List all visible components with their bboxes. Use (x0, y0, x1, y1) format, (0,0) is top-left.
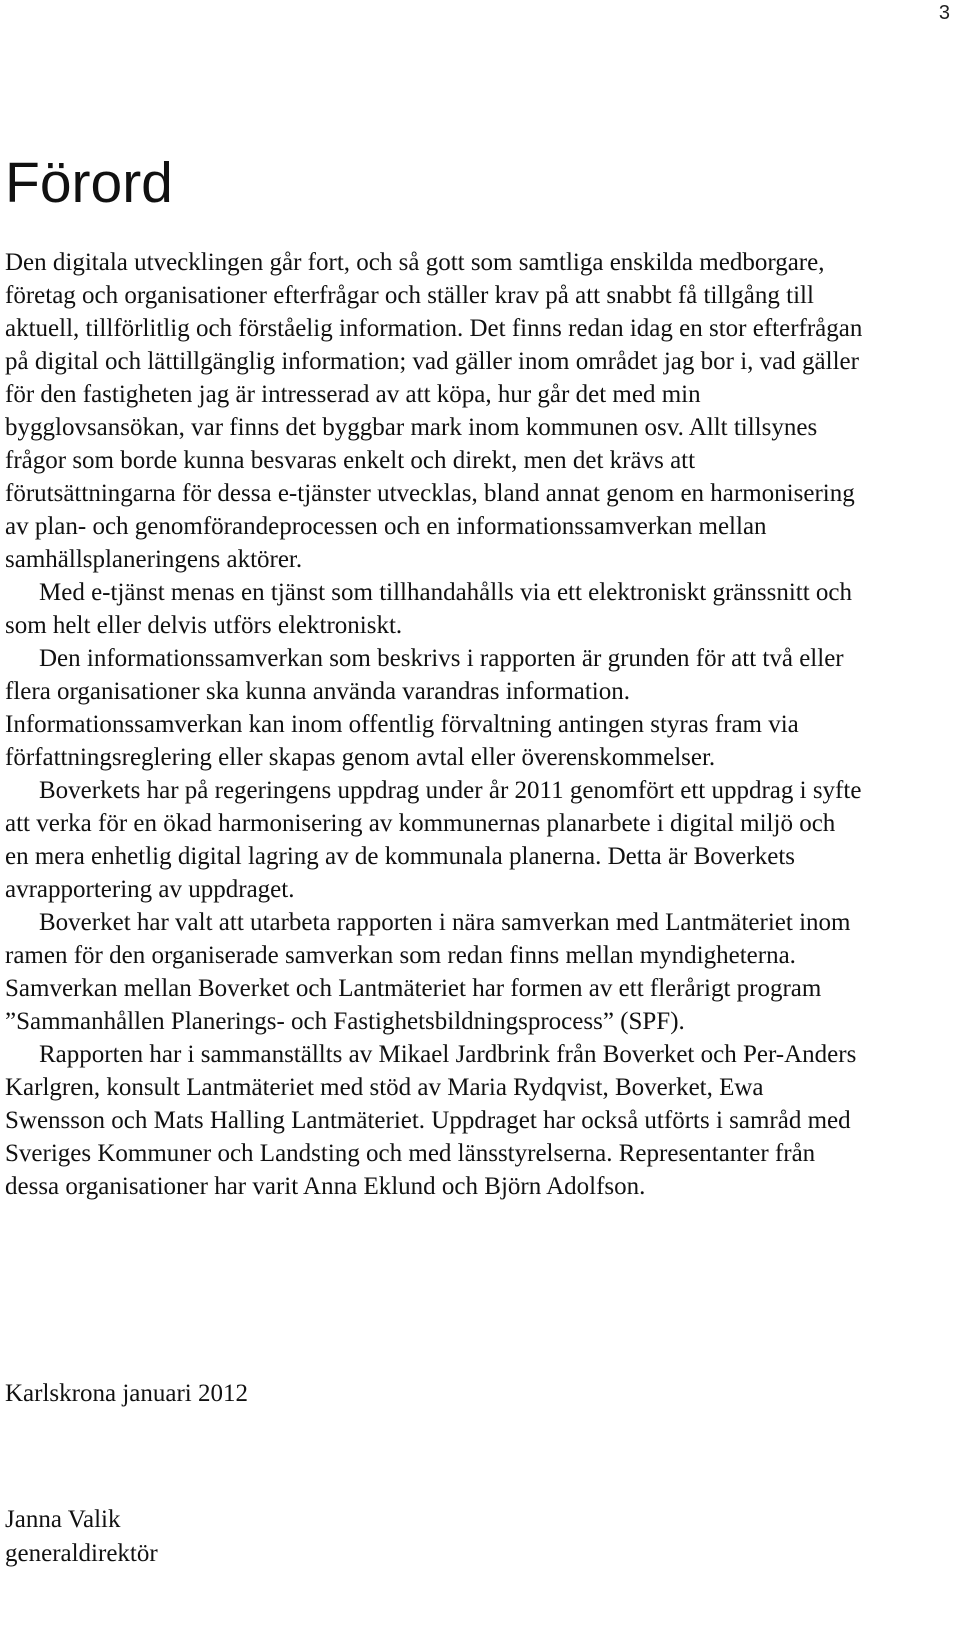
page-number: 3 (938, 2, 950, 24)
paragraph-assignment: Boverkets har på regeringens uppdrag under år 2011 genomfört ett uppdrag i syfte att verka för en ökad harmonisering av kommunernas planarbete i digital miljö och en mera enhetlig digital lagring av de kommunala planerna. Detta är Boverkets avrapportering av uppdraget. (5, 777, 862, 903)
place-date: Karlskrona januari 2012 (5, 1380, 248, 1407)
signature-block (5, 1503, 158, 1571)
paragraph-cooperation: Boverket har valt att utarbeta rapporten i nära samverkan med Lantmäteriet inom ramen för den organiserade samverkan som redan finns mellan myndigheterna. Samverkan mellan Boverket och Lantmäteriet har formen av ett flerårigt program ”Sammanhållen Planerings- och Fastighetsbildningsprocess” (SPF). (5, 909, 851, 1035)
foreword-body (5, 246, 865, 1203)
page-title: Förord (5, 151, 173, 215)
signatory-name: Janna Valik (5, 1506, 121, 1533)
paragraph-e-service-definition: Med e-tjänst menas en tjänst som tillhandahålls via ett elektroniskt gränssnitt och som helt eller delvis utförs elektroniskt. (5, 579, 853, 639)
paragraph-intro: Den digitala utvecklingen går fort, och så gott som samtliga enskilda medborgare, företag och organisationer efterfrågar och ställer krav på att snabbt få tillgång till aktuell, tillförlitlig och förståelig information. Det finns redan idag en stor efterfrågan på digital och lättillgänglig information; vad gäller inom området jag bor i, vad gäller för den fastigheten jag är intresserad av att köpa, hur går det med min bygglovsansökan, var finns det byggbar mark inom kommunen osv. Allt tillsynes frågor som borde kunna besvaras enkelt och direkt, men det krävs att förutsättningarna för dessa e-tjänster utvecklas, bland annat genom en harmonisering av plan- och genomförandeprocessen och en informationssamverkan mellan samhällsplaneringens aktörer. (5, 249, 863, 573)
paragraph-information-collaboration: Den informationssamverkan som beskrivs i rapporten är grunden för att två eller flera organisationer ska kunna använda varandras information. Informationssamverkan kan inom offentlig förvaltning antingen styras fram via författningsreglering eller skapas genom avtal eller överenskommelser. (5, 645, 844, 771)
signatory-title: generaldirektör (5, 1540, 158, 1567)
paragraph-authors: Rapporten har i sammanställts av Mikael Jardbrink från Boverket och Per-Anders Karlgren, konsult Lantmäteriet med stöd av Maria Rydqvist, Boverket, Ewa Swensson och Mats Halling Lantmäteriet. Uppdraget har också utförts i samråd med Sveriges Kommuner och Landsting och med länsstyrelserna. Representanter från dessa organisationer har varit Anna Eklund och Björn Adolfson. (5, 1041, 857, 1200)
